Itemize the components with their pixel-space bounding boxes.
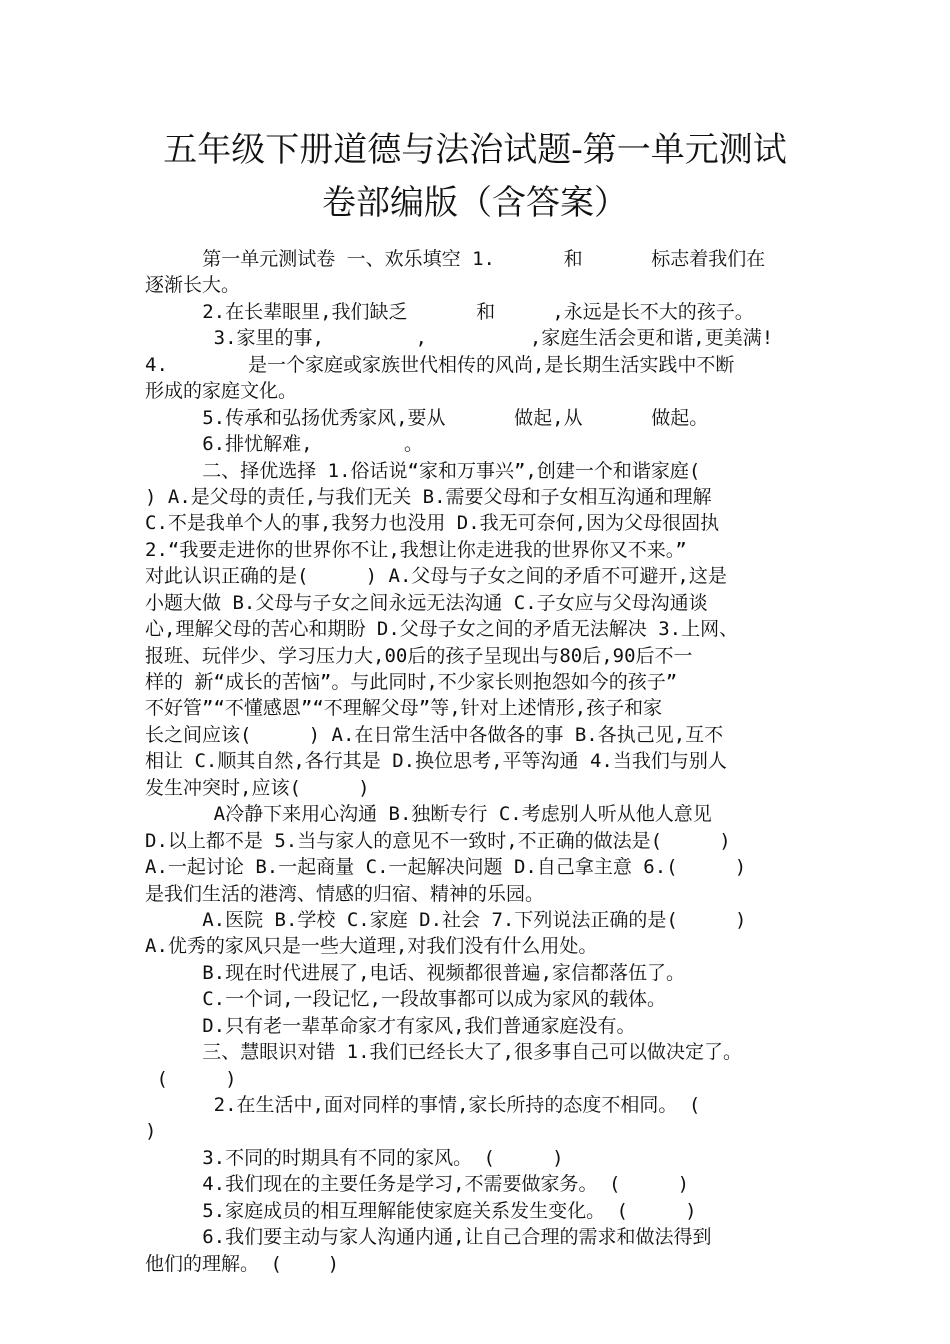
document-body [145,246,825,1277]
text-line: C.不是我单个人的事,我努力也没用 D.我无可奈何,因为父母很固执 [145,512,720,535]
text-line: 4. 是一个家庭或家族世代相传的风尚,是长期生活实践中不断 [145,353,735,376]
text-line: A.优秀的家风只是一些大道理,对我们没有什么用处。 [145,935,598,958]
text-line: 第一单元测试卷 一、欢乐填空 1. 和 标志着我们在 [145,248,766,270]
document-title-line-2: 卷部编版（含答案） [322,183,628,223]
text-line: D.只有老一辈革命家才有家风,我们普通家庭没有。 [145,1014,636,1037]
text-line: 形成的家庭文化。 [145,380,298,403]
text-line: A.一起讨论 B.一起商量 C.一起解决问题 D.自己拿主意 6.( ) [145,856,747,879]
text-line: 3.不同的时期具有不同的家风。 ( ) [145,1146,564,1169]
text-line: 2.在生活中,面对同样的事情,家长所持的态度不相同。 ( [145,1094,701,1116]
text-line: ( ) [145,1067,237,1090]
text-line: 心,理解父母的苦心和期盼 D.父母子女之间的矛盾无法解决 3.上网、 [145,618,739,641]
text-line: 逐渐长大。 [145,274,241,297]
text-line: 4.我们现在的主要任务是学习,不需要做家务。 ( ) [145,1173,690,1196]
text-line: 长之间应该( ) A.在日常生活中各做各的事 B.各执己见,互不 [145,723,724,746]
text-line: 2.在长辈眼里,我们缺乏 和 ,永远是长不大的孩子。 [145,300,754,323]
text-line: D.以上都不是 5.当与家人的意见不一致时,不正确的做法是( ) [145,829,731,852]
text-line: ) A.是父母的责任,与我们无关 B.需要父母和子女相互沟通和理解 [145,485,712,508]
text-line: 发生冲突时,应该( ) [145,776,370,799]
text-line: 样的 新“成长的苦恼”。与此同时,不少家长则抱怨如今的孩子” [145,671,678,693]
text-line: 不好管”“不懂感恩”“不理解父母”等,针对上述情形,孩子和家 [145,697,663,720]
text-line: 对此认识正确的是( ) A.父母与子女之间的矛盾不可避开,这是 [145,565,727,588]
text-line: B.现在时代进展了,电话、视频都很普遍,家信都落伍了。 [145,961,685,984]
text-line: ) [145,1120,157,1143]
text-line: 5.传承和弘扬优秀家风,要从 做起,从 做起。 [145,406,709,429]
text-line: 3.家里的事, , ,家庭生活会更和谐,更美满! [145,327,774,350]
text-line: A.医院 B.学校 C.家庭 D.社会 7.下列说法正确的是( ) [145,908,747,931]
text-line: 三、慧眼识对错 1.我们已经长大了,很多事自己可以做决定了。 [145,1041,742,1064]
text-line: 相让 C.顺其自然,各行其是 D.换位思考,平等沟通 4.当我们与别人 [145,750,727,773]
document-title-line-1: 五年级下册道德与法治试题-第一单元测试 [163,130,787,170]
text-line: 6.我们要主动与家人沟通内通,让自己合理的需求和做法得到 [145,1226,712,1249]
text-line: 他们的理解。 ( ) [145,1252,340,1275]
text-line: 小题大做 B.父母与子女之间永远无法沟通 C.子女应与父母沟通谈 [145,591,708,614]
text-line: A冷静下来用心沟通 B.独断专行 C.考虑别人听从他人意见 [145,803,712,826]
text-line: C.一个词,一段记忆,一段故事都可以成为家风的载体。 [145,988,666,1011]
text-line: 二、择优选择 1.俗话说“家和万事兴”,创建一个和谐家庭( [145,459,701,482]
text-line: 报班、玩伴少、学习压力大,00后的孩子呈现出与80后,90后不一 [145,644,693,667]
text-line: 5.家庭成员的相互理解能使家庭关系发生变化。 ( ) [145,1199,697,1222]
text-line: 是我们生活的港湾、情感的归宿、精神的乐园。 [145,882,545,905]
text-line: 6.排忧解难, 。 [145,433,424,456]
text-line: 2.“我要走进你的世界你不让,我想让你走进我的世界你又不来。” [145,538,687,561]
